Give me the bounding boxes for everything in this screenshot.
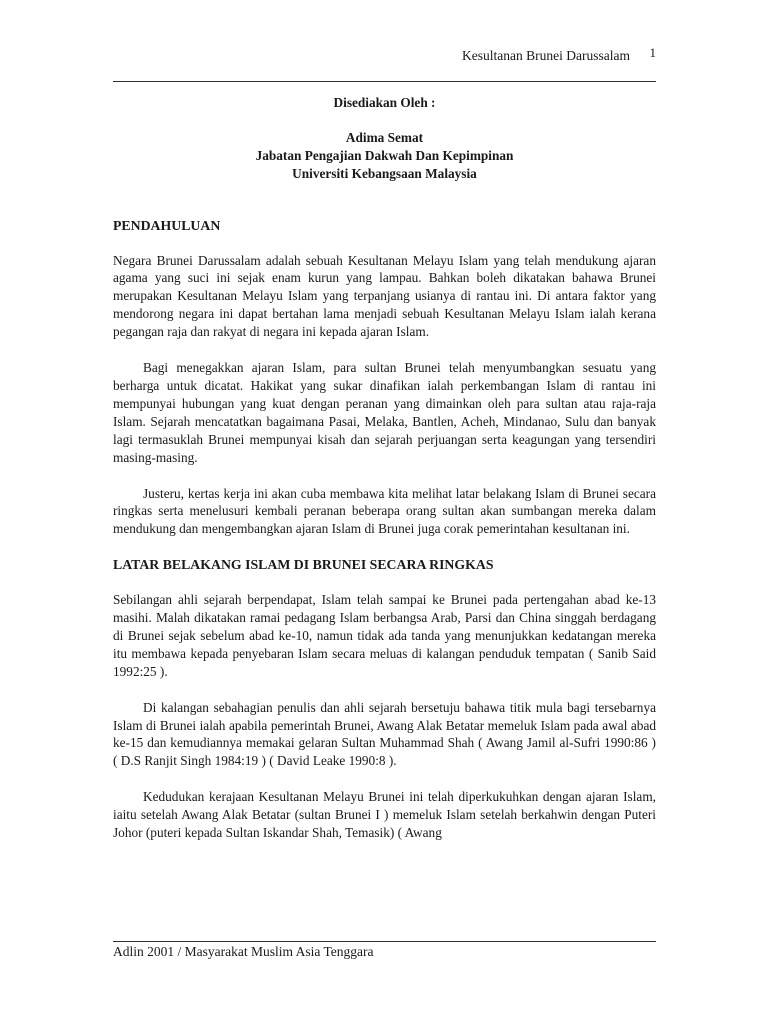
document-body	[113, 94, 656, 860]
prepared-by-label: Disediakan Oleh :	[333, 95, 436, 110]
header-rule	[113, 81, 656, 82]
page-footer: Adlin 2001 / Masyarakat Muslim Asia Tenggara	[113, 944, 374, 959]
author-department: Jabatan Pengajian Dakwah Dan Kepimpinan	[255, 147, 514, 163]
paragraph: Bagi menegakkan ajaran Islam, para sultan Brunei telah menyumbangkan sesuatu yang berharga untuk dicatat. Hakikat yang sukar dinafikan ialah perkembangan Islam di rantau ini mempunyai hubungan yang kuat dengan peranan yang dimainkan oleh para sultan atau raja-raja Islam. Sejarah mencatatkan bagaimana Pasai, Melaka, Bantlen, Acheh, Mindanao, Sulu dan banyak lagi termasuklah Brunei mempunyai kisah dan sejarah perjuangan serta keagungan yang tersendiri masing-masing.	[113, 360, 656, 465]
page-number: 1	[649, 45, 656, 60]
section-heading-background: LATAR BELAKANG ISLAM DI BRUNEI SECARA RINGKAS	[113, 557, 494, 573]
author-university: Universiti Kebangsaan Malaysia	[292, 165, 477, 181]
header-title: Kesultanan Brunei Darussalam	[462, 48, 630, 63]
paragraph: Di kalangan sebahagian penulis dan ahli sejarah bersetuju bahawa titik mula bagi tersebarnya Islam di Brunei ialah apabila pemerintah Brunei, Awang Alak Betatar memeluk Islam pada awal abad ke-15 dan kemudiannya memakai gelaran Sultan Muhammad Shah ( Awang Jamil al-Sufri 1990:86 ) ( D.S Ranjit Singh 1984:19 ) ( David Leake 1990:8 ).	[113, 699, 656, 769]
paragraph: Negara Brunei Darussalam adalah sebuah Kesultanan Melayu Islam yang telah mendukung ajaran agama yang suci ini sejak enam kurun yang lampau. Bahkan boleh dikatakan bahawa Brunei merupakan Kesultanan Melayu Islam yang terpanjang usianya di rantau ini. Di antara faktor yang mendorong negara ini dapat bertahan lama menjadi sebuah Kesultanan Melayu Islam ialah kerana pegangan raja dan rakyat di negara ini kepada ajaran Islam.	[113, 252, 656, 340]
paragraph: Sebilangan ahli sejarah berpendapat, Islam telah sampai ke Brunei pada pertengahan abad ke-13 masihi. Malah dikatakan ramai pedagang Islam berbangsa Arab, Parsi dan China singgah berdagang di Brunei sejak sebelum abad ke-10, namun tidak ada tanda yang menunjukkan kedatangan mereka itu membawa kepada penyebaran Islam secara meluas di kalangan penduduk tempatan ( Sanib Said 1992:25 ).	[113, 592, 656, 679]
footer-rule	[113, 941, 656, 942]
paragraph: Justeru, kertas kerja ini akan cuba membawa kita melihat latar belakang Islam di Brunei secara ringkas serta menelusuri kembali peranan beberapa orang sultan akan sumbangan mereka dalam mendukung dan mengembangkan ajaran Islam di Brunei juga corak pemerintahan kesultanan ini.	[113, 485, 656, 537]
paragraph: Kedudukan kerajaan Kesultanan Melayu Brunei ini telah diperkukuhkan dengan ajaran Islam, iaitu setelah Awang Alak Betatar (sultan Brunei I ) memeluk Islam setelah berkahwin dengan Puteri Johor (puteri kepada Sultan Iskandar Shah, Temasik) ( Awang	[113, 789, 656, 841]
page-header	[113, 46, 656, 66]
author-name: Adima Semat	[345, 129, 424, 145]
section-heading-introduction: PENDAHULUAN	[113, 217, 221, 233]
